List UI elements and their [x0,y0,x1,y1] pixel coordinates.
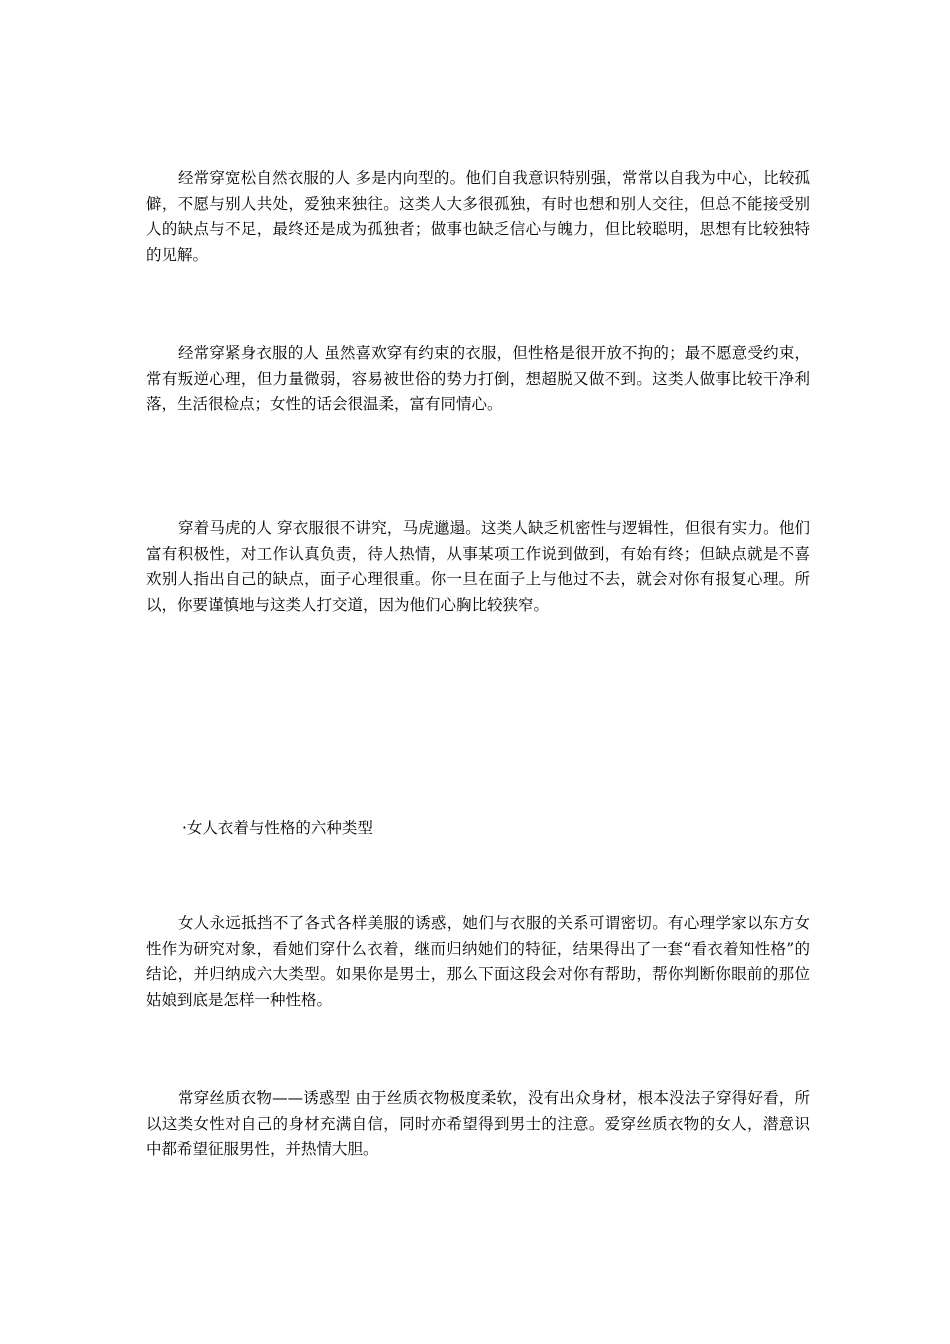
paragraph-tight-clothing: 经常穿紧身衣服的人 虽然喜欢穿有约束的衣服，但性格是很开放不拘的；最不愿意受约束，常有叛逆心理，但力量微弱，容易被世俗的势力打倒，想超脱又做不到。这类人做事比较干净利落，生活很检点；女性的话会很温柔，富有同情心。 [146,344,810,413]
paragraph-silk-clothing: 常穿丝质衣物——诱惑型 由于丝质衣物极度柔软，没有出众身材，根本没法子穿得好看，所以这类女性对自己的身材充满自信，同时亦希望得到男士的注意。爱穿丝质衣物的女人，潜意识中都希望征服男性，并热情大胆。 [146,1089,810,1158]
paragraph-sloppy-dressing: 穿着马虎的人 穿衣服很不讲究，马虎邋遢。这类人缺乏机密性与逻辑性，但很有实力。他们富有积极性，对工作认真负责，待人热情，从事某项工作说到做到，有始有终；但缺点就是不喜欢别人指出自己的缺点，面子心理很重。你一旦在面子上与他过不去，就会对你有报复心理。所以，你要谨慎地与这类人打交道，因为他们心胸比较狭窄。 [146,519,810,614]
section-heading: ·女人衣着与性格的六种类型 [182,819,373,837]
paragraph-loose-clothing: 经常穿宽松自然衣服的人 多是内向型的。他们自我意识特别强，常常以自我为中心，比较孤僻，不愿与别人共处，爱独来独往。这类人大多很孤独，有时也想和别人交往，但总不能接受别人的缺点与不足，最终还是成为孤独者；做事也缺乏信心与魄力，但比较聪明，思想有比较独特的见解。 [146,169,810,264]
paragraph-women-intro: 女人永远抵挡不了各式各样美服的诱惑，她们与衣服的关系可谓密切。有心理学家以东方女性作为研究对象，看她们穿什么衣着，继而归纳她们的特征，结果得出了一套“看衣着知性格”的结论，并归纳成六大类型。如果你是男士，那么下面这段会对你有帮助，帮你判断你眼前的那位姑娘到底是怎样一种性格。 [146,914,810,1009]
